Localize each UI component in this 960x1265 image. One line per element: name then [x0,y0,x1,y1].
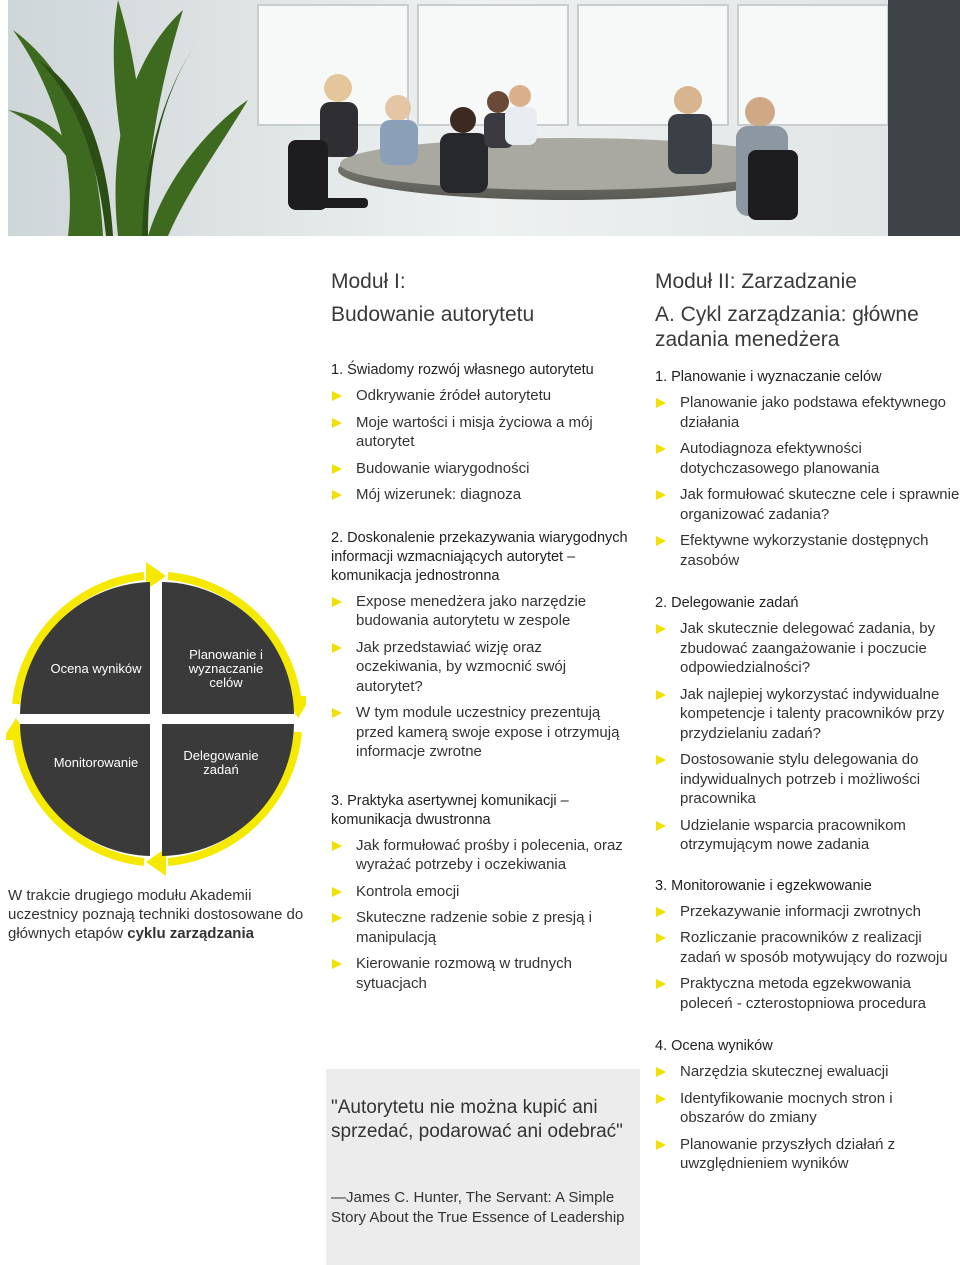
module-2-section-3-heading: 3. Monitorowanie i egzekwowanie [655,877,872,894]
list-item: Kontrola emocji [331,882,631,902]
list-item: Jak przedstawiać wizję oraz oczekiwania, by wzmocnić swój autorytet? [331,638,631,697]
module-2-section-2-heading: 2. Delegowanie zadań [655,595,799,611]
list-item: Identyfikowanie mocnych stron i obszarów do zmiany [655,1089,960,1128]
list-item: Rozliczanie pracowników z realizacji zadań w sposób motywujący do rozwoju [655,928,960,967]
list-item: Budowanie wiarygodności [331,459,631,479]
list-item: Jak formułować prośby i polecenia, oraz wyrażać potrzeby i oczekiwania [331,836,631,875]
module-1-subtitle: Budowanie autorytetu [331,303,535,326]
quote-author: —James C. Hunter, The Servant: A Simple Story About the True Essence of Leadership [331,1189,625,1226]
module-2-section-3-list [655,902,960,1014]
module-1-section-1-list [331,386,631,505]
list-item: Planowanie przyszłych działań z uwzględnieniem wyników [655,1135,960,1174]
module-1-section-1-heading: 1. Świadomy rozwój własnego autorytetu [331,362,594,378]
list-item: Mój wizerunek: diagnoza [331,485,631,505]
list-item: Jak najlepiej wykorzystać indywidualne kompetencje i talenty pracowników przy przydzielaniu zadań? [655,685,960,744]
list-item: Jak skutecznie delegować zadania, by zbudować zaangażowanie i poczucie odpowiedzialności? [655,619,960,678]
module-2-section-4-heading: 4. Ocena wyników [655,1038,773,1054]
module-1-title: Moduł I: [331,270,406,293]
list-item: Skuteczne radzenie sobie z presją i manipulacją [331,908,631,947]
list-item: Dostosowanie stylu delegowania do indywidualnych potrzeb i możliwości pracownika [655,750,960,809]
cycle-label-planowanie: Planowanie i wyznaczanie celów [188,647,264,690]
module-2-section-1-heading: 1. Planowanie i wyznaczanie celów [655,369,882,385]
module-2-subtitle: A. Cykl zarządzania: główne zadania menedżera [655,303,919,351]
module-2-section-2-list [655,619,960,855]
list-item: Przekazywanie informacji zwrotnych [655,902,960,922]
list-item: Kierowanie rozmową w trudnych sytuacjach [331,954,631,993]
cycle-label-monitorowanie: Monitorowanie [53,755,139,770]
intro-plain: W trakcie drugiego modułu Akademii uczestnicy poznają techniki dostosowane do głównych etapów [8,887,304,942]
module-2-title: Moduł II: Zarzadzanie [655,270,857,293]
list-item: Autodiagnoza efektywności dotychczasowego planowania [655,439,960,478]
module-1-section-2-heading: 2. Doskonalenie przekazywania wiarygodnych informacji wzmacniających autorytet – komunikacja jednostronna [331,529,628,584]
module-2-section-4-list [655,1062,960,1174]
list-item: Odkrywanie źródeł autorytetu [331,386,631,406]
list-item: Praktyczna metoda egzekwowania poleceń - czterostopniowa procedura [655,974,960,1013]
quote-text: "Autorytetu nie można kupić ani sprzedać, podarować ani odebrać" [331,1097,623,1142]
list-item: Efektywne wykorzystanie dostępnych zasobów [655,531,960,570]
module-2-column [655,268,960,1174]
cycle-label-delegowanie: Delegowanie zadań [183,748,259,777]
list-item: Jak formułować skuteczne cele i sprawnie organizować zadania? [655,485,960,524]
list-item: Narzędzia skutecznej ewaluacji [655,1062,960,1082]
list-item: Expose menedżera jako narzędzie budowania autorytetu w zespole [331,592,631,631]
intro-bold: cyklu zarządzania [127,925,254,942]
list-item: Moje wartości i misja życiowa a mój autorytet [331,413,631,452]
module-1-column [331,268,631,993]
list-item: Planowanie jako podstawa efektywnego działania [655,393,960,432]
module-1-section-2-list [331,592,631,762]
intro-text [8,886,308,943]
cycle-label-ocena: Ocena wyników [50,661,142,676]
meeting-photo [8,0,960,236]
list-item: Udzielanie wsparcia pracownikom otrzymującym nowe zadania [655,816,960,855]
module-1-section-3-heading: 3. Praktyka asertywnej komunikacji – komunikacja dwustronna [331,792,569,828]
module-1-section-3-list [331,836,631,994]
management-cycle-diagram [6,556,306,884]
cycle-graphic [6,556,306,884]
list-item: W tym module uczestnicy prezentują przed kamerą swoje expose i otrzymują informacje zwrotne [331,703,631,762]
module-2-section-1-list [655,393,960,570]
